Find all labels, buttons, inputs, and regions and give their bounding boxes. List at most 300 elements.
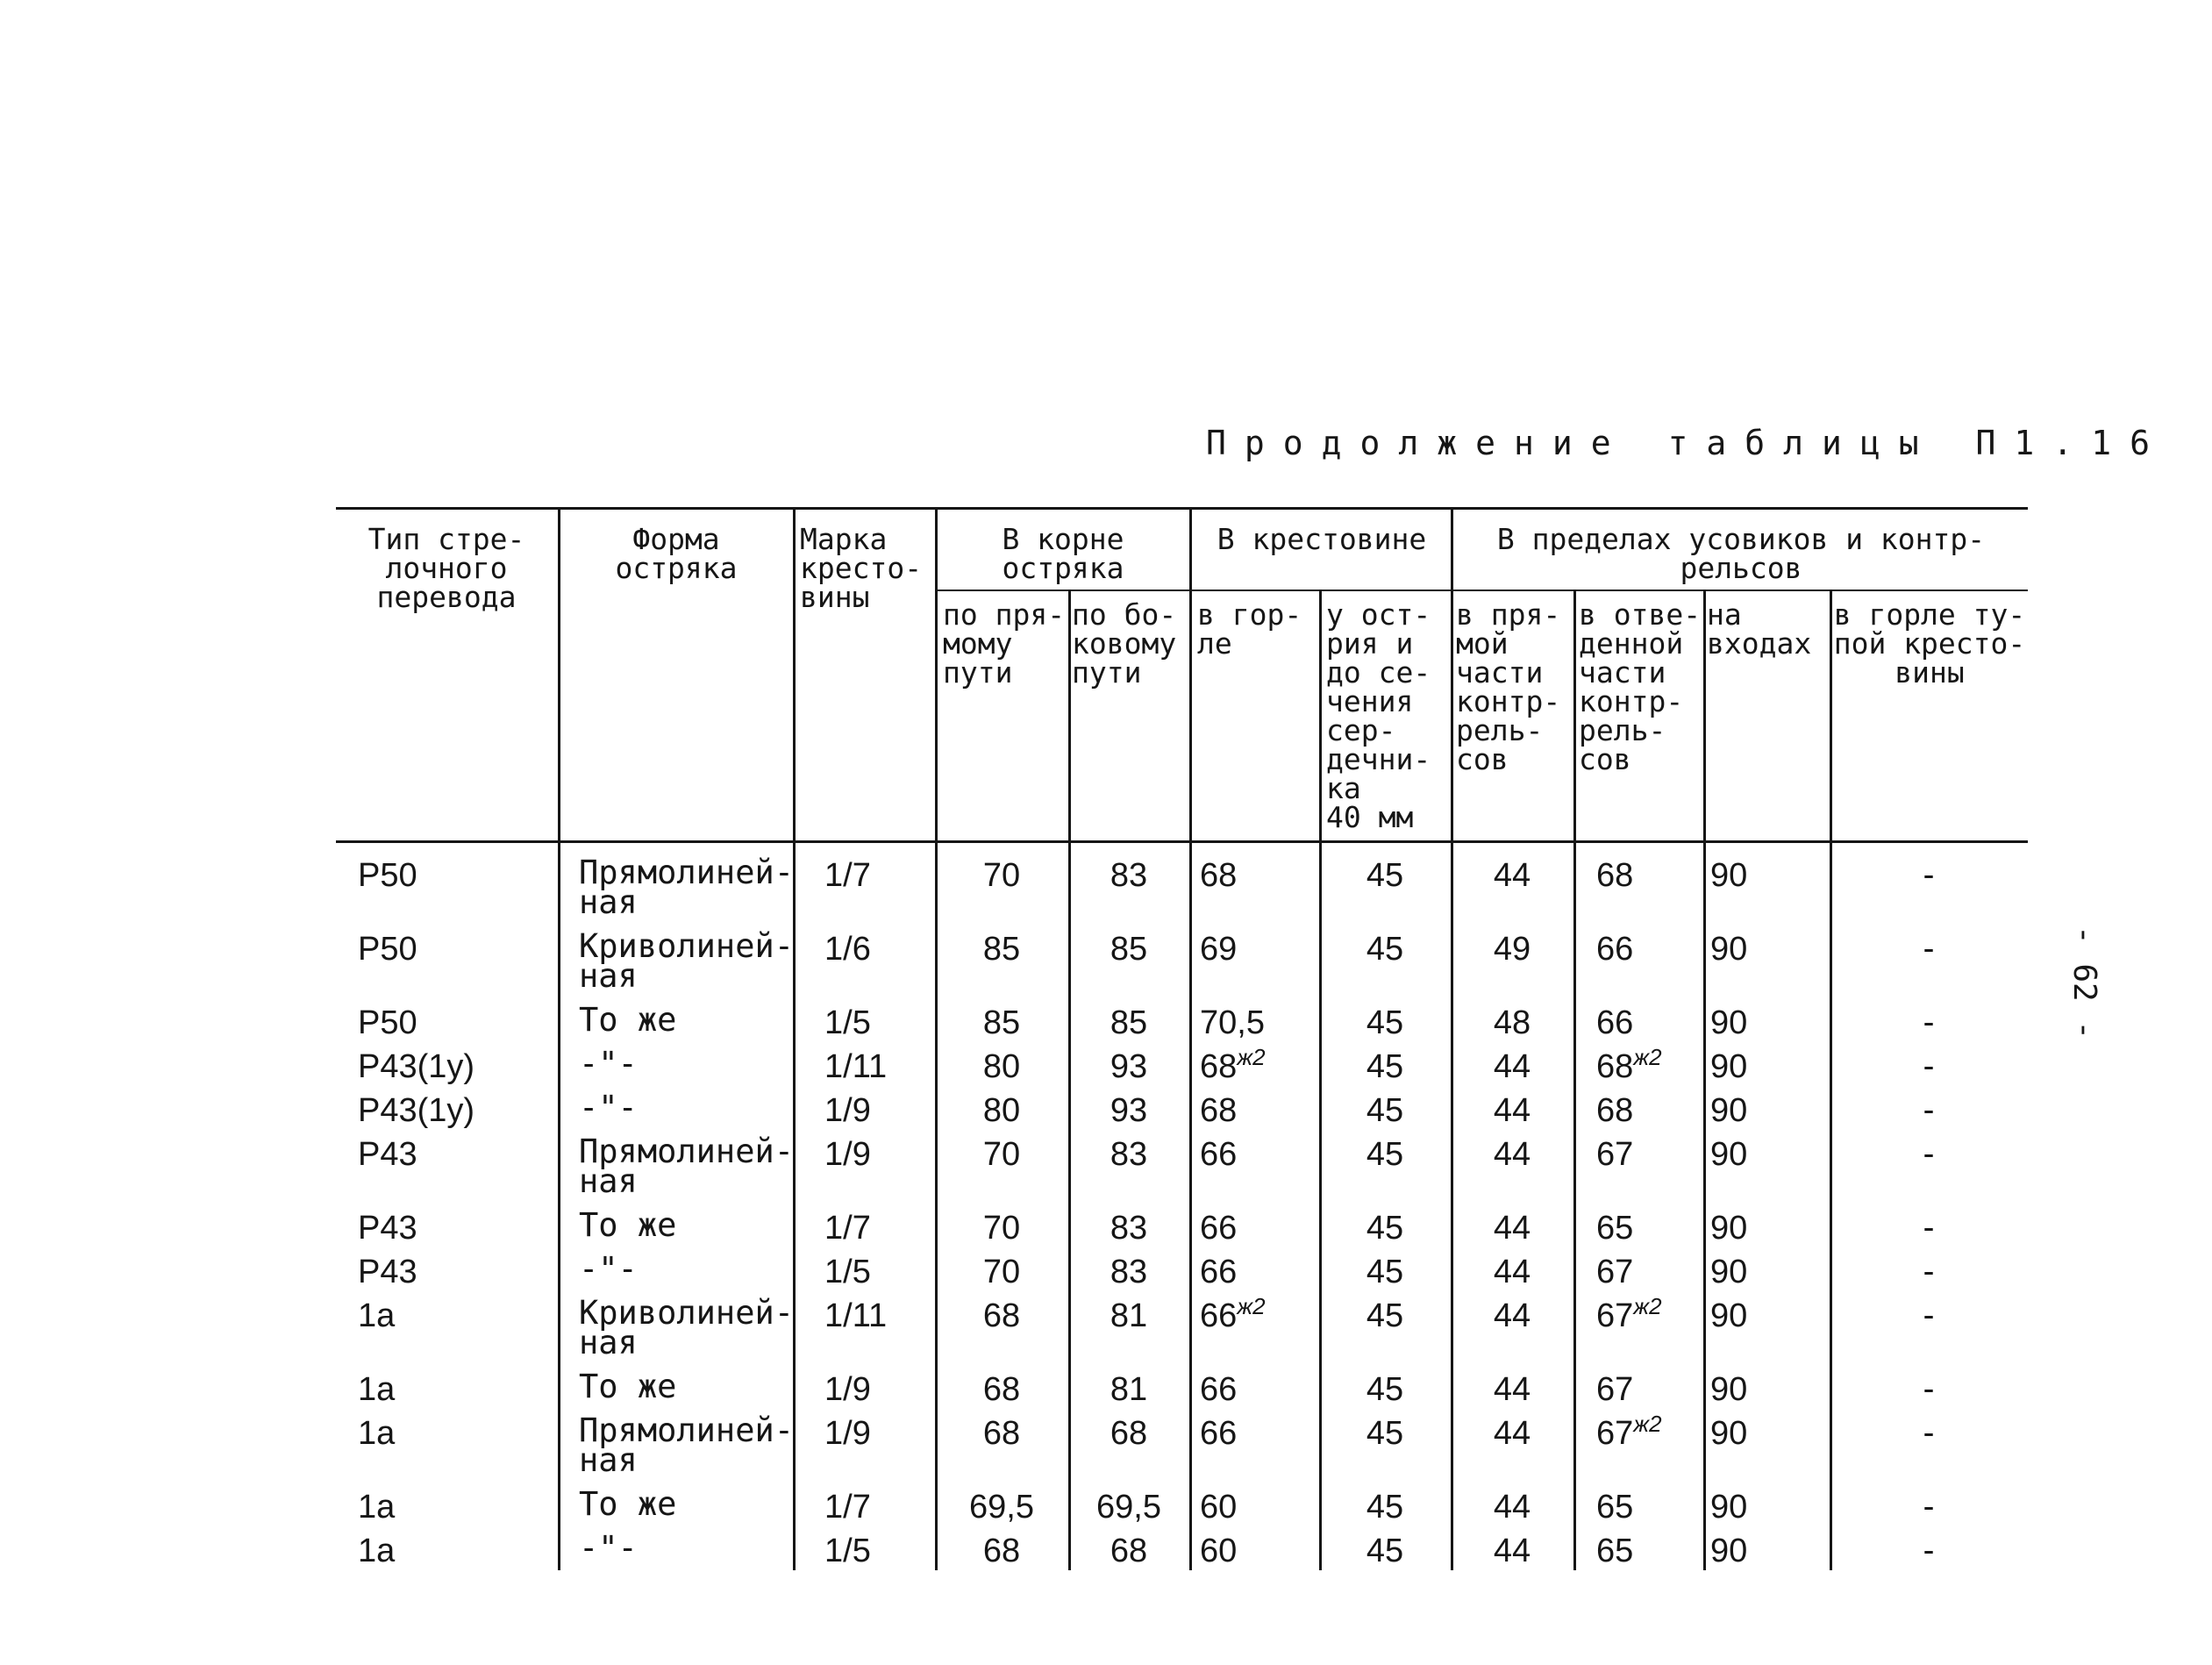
cell-guard-side-value: 66 — [1596, 1004, 1634, 1041]
cell-type-value: 1а — [358, 1489, 396, 1526]
cell-type-value: Р43 — [358, 1136, 417, 1173]
cell-root-straight-value: 80 — [982, 1048, 1021, 1085]
cell-entries — [1710, 1298, 1830, 1333]
cell-form-value: Криволиней- ная — [579, 927, 795, 995]
cell-blunt-value: - — [1918, 1370, 1939, 1408]
cell-root-straight — [935, 1049, 1068, 1084]
table-caption: Продолжение таблицы П1.16 — [1206, 424, 2168, 462]
cell-entries — [1710, 1049, 1830, 1084]
cell-guard-side — [1596, 1254, 1703, 1290]
page-number: - 62 - — [2066, 925, 2102, 1040]
cell-type-value: Р50 — [358, 857, 417, 894]
cell-root-straight — [935, 1533, 1068, 1569]
cell-mark-value: 1/9 — [824, 1092, 871, 1129]
cell-blunt — [1830, 1254, 2028, 1290]
cell-blunt-value: - — [1918, 1414, 1939, 1452]
footnote-mark: ж2 — [1237, 1293, 1266, 1319]
cell-root-side-value: 85 — [1110, 931, 1148, 968]
cell-form-value: Прямолиней- ная — [579, 1411, 795, 1479]
subheader-straight: по пря- мому пути — [943, 597, 1066, 690]
cell-throat-value: 66 — [1200, 1210, 1238, 1247]
cell-entries — [1710, 1372, 1830, 1407]
footnote-mark: ж2 — [1633, 1293, 1662, 1319]
cell-point-value: 45 — [1366, 857, 1404, 894]
cell-form — [579, 1045, 789, 1083]
cell-mark — [824, 1298, 912, 1333]
cell-blunt-value: - — [1918, 1488, 1939, 1526]
cell-form-value: -"- — [579, 1045, 638, 1083]
cell-guard-straight-value: 44 — [1493, 857, 1531, 894]
cell-throat — [1200, 1211, 1319, 1246]
cell-mark — [824, 858, 912, 893]
cell-point — [1319, 1298, 1451, 1333]
cell-entries-value: 90 — [1710, 1297, 1748, 1334]
cell-blunt — [1830, 1416, 2028, 1451]
cell-root-straight — [935, 1005, 1068, 1040]
cell-guard-straight-value: 48 — [1493, 1004, 1531, 1041]
cell-root-side-value: 83 — [1110, 857, 1148, 894]
cell-guard-straight — [1451, 1093, 1573, 1128]
cell-entries-value: 90 — [1710, 1533, 1748, 1569]
cell-form — [579, 1001, 789, 1039]
cell-root-straight — [935, 1137, 1068, 1172]
footnote-mark: ж2 — [1633, 1044, 1662, 1070]
cell-entries-value: 90 — [1710, 1092, 1748, 1129]
header-root: В корне остряка — [1002, 522, 1124, 585]
cell-throat-value: 66 — [1200, 1254, 1238, 1290]
cell-entries-value: 90 — [1710, 1210, 1748, 1247]
cell-guard-straight-value: 44 — [1493, 1210, 1531, 1247]
cell-mark — [824, 1137, 912, 1172]
cell-root-side-value: 81 — [1110, 1297, 1148, 1334]
cell-root-straight — [935, 1490, 1068, 1525]
cell-guard-straight-value: 44 — [1493, 1297, 1531, 1334]
subheader-rule-root — [935, 590, 1189, 591]
cell-point — [1319, 1254, 1451, 1290]
header-mark: Марка кресто- вины — [800, 522, 923, 614]
cell-entries-value: 90 — [1710, 857, 1748, 894]
cell-throat-value: 70,5 — [1200, 1004, 1265, 1041]
cell-blunt-value: - — [1918, 1135, 1939, 1173]
cell-root-side-value: 93 — [1110, 1092, 1148, 1129]
cell-guard-straight-value: 44 — [1493, 1092, 1531, 1129]
cell-guard-side-value: 67 — [1596, 1415, 1634, 1452]
cell-guard-side — [1596, 1293, 1703, 1334]
cell-point-value: 45 — [1366, 1415, 1404, 1452]
cell-type — [358, 1093, 533, 1128]
cell-root-side — [1068, 1372, 1189, 1407]
cell-blunt — [1830, 1005, 2028, 1040]
cell-throat — [1200, 1293, 1319, 1334]
cell-throat — [1200, 1005, 1319, 1040]
cell-guard-side-value: 66 — [1596, 931, 1634, 968]
cell-root-side — [1068, 1049, 1189, 1084]
cell-guard-straight-value: 44 — [1493, 1533, 1531, 1569]
cell-entries — [1710, 1533, 1830, 1569]
cell-form-value: Прямолиней- ная — [579, 854, 795, 921]
cell-point — [1319, 1049, 1451, 1084]
cell-mark-value: 1/9 — [824, 1371, 871, 1408]
cell-root-side — [1068, 1416, 1189, 1451]
cell-mark — [824, 1005, 912, 1040]
cell-guard-side-value: 67 — [1596, 1297, 1634, 1334]
cell-entries-value: 90 — [1710, 1415, 1748, 1452]
cell-root-side-value: 69,5 — [1096, 1489, 1161, 1526]
cell-blunt-value: - — [1918, 1091, 1939, 1129]
cell-entries — [1710, 932, 1830, 967]
cell-guard-side — [1596, 1533, 1703, 1569]
cell-type-value: Р50 — [358, 1004, 417, 1041]
cell-guard-side — [1596, 1411, 1703, 1452]
subheader-side: по бо- ковому пути — [1072, 597, 1177, 690]
cell-mark — [824, 1533, 912, 1569]
cell-root-straight-value: 69,5 — [969, 1489, 1034, 1526]
cell-type — [358, 1490, 533, 1525]
cell-type — [358, 1137, 533, 1172]
cell-blunt — [1830, 1211, 2028, 1246]
cell-root-side-value: 83 — [1110, 1210, 1148, 1247]
cell-form-value: То же — [579, 1206, 677, 1244]
cell-root-straight — [935, 858, 1068, 893]
cell-point — [1319, 1137, 1451, 1172]
cell-root-straight — [935, 1254, 1068, 1290]
cell-type — [358, 858, 533, 893]
cell-blunt — [1830, 858, 2028, 893]
cell-root-side-value: 81 — [1110, 1371, 1148, 1408]
cell-throat-value: 69 — [1200, 931, 1238, 968]
cell-root-straight — [935, 1093, 1068, 1128]
cell-blunt — [1830, 1533, 2028, 1569]
cell-throat — [1200, 1137, 1319, 1172]
cell-type-value: 1а — [358, 1533, 396, 1569]
cell-root-straight-value: 70 — [982, 857, 1021, 894]
cell-point-value: 45 — [1366, 1136, 1404, 1173]
cell-guard-side-value: 68 — [1596, 857, 1634, 894]
cell-root-side — [1068, 1254, 1189, 1290]
cell-entries-value: 90 — [1710, 1136, 1748, 1173]
cell-throat-value: 66 — [1200, 1136, 1238, 1173]
cell-entries — [1710, 1211, 1830, 1246]
cell-throat — [1200, 1044, 1319, 1085]
cell-guard-straight — [1451, 1298, 1573, 1333]
cell-mark-value: 1/5 — [824, 1004, 871, 1041]
cell-form-value: Криволиней- ная — [579, 1294, 795, 1361]
cell-form-value: -"- — [579, 1089, 638, 1126]
header-guard: В пределах усовиков и контр- рельсов — [1496, 522, 1986, 585]
cell-throat — [1200, 1372, 1319, 1407]
cell-guard-straight — [1451, 1254, 1573, 1290]
cell-point-value: 45 — [1366, 1371, 1404, 1408]
cell-point — [1319, 1490, 1451, 1525]
cell-root-straight-value: 80 — [982, 1092, 1021, 1129]
cell-guard-straight — [1451, 932, 1573, 967]
cell-entries — [1710, 1490, 1830, 1525]
cell-mark — [824, 932, 912, 967]
subheader-point: у ост- рия и до се- чения сер- дечни- ка 40 мм — [1326, 597, 1431, 834]
cell-entries-value: 90 — [1710, 1489, 1748, 1526]
cell-guard-side-value: 65 — [1596, 1489, 1634, 1526]
cell-mark — [824, 1211, 912, 1246]
cell-guard-straight-value: 44 — [1493, 1489, 1531, 1526]
cell-guard-straight — [1451, 1005, 1573, 1040]
cell-root-side-value: 83 — [1110, 1136, 1148, 1173]
cell-blunt — [1830, 1372, 2028, 1407]
cell-blunt-value: - — [1918, 1532, 1939, 1569]
cell-throat-value: 60 — [1200, 1489, 1238, 1526]
cell-guard-side-value: 65 — [1596, 1533, 1634, 1569]
cell-entries — [1710, 1137, 1830, 1172]
cell-throat — [1200, 1254, 1319, 1290]
cell-mark — [824, 1049, 912, 1084]
cell-point-value: 45 — [1366, 1092, 1404, 1129]
cell-guard-side-value: 67 — [1596, 1136, 1634, 1173]
cell-root-straight — [935, 1211, 1068, 1246]
cell-root-straight-value: 68 — [982, 1533, 1021, 1569]
cell-entries-value: 90 — [1710, 1004, 1748, 1041]
cell-root-side — [1068, 1298, 1189, 1333]
cell-guard-side-value: 67 — [1596, 1254, 1634, 1290]
cell-mark-value: 1/5 — [824, 1533, 871, 1569]
cell-entries-value: 90 — [1710, 1254, 1748, 1290]
cell-form-value: -"- — [579, 1529, 638, 1567]
cell-blunt — [1830, 932, 2028, 967]
cell-guard-straight — [1451, 1490, 1573, 1525]
subheader-rule-guard — [1451, 590, 2028, 591]
cell-throat-value: 66 — [1200, 1415, 1238, 1452]
cell-form — [579, 1411, 795, 1479]
cell-guard-side — [1596, 1005, 1703, 1040]
cell-guard-side-value: 65 — [1596, 1210, 1634, 1247]
cell-root-side — [1068, 858, 1189, 893]
cell-mark-value: 1/9 — [824, 1415, 871, 1452]
cell-throat — [1200, 1533, 1319, 1569]
cell-point-value: 45 — [1366, 1297, 1404, 1334]
header-crossing: В крестовине — [1217, 522, 1427, 556]
cell-type-value: Р50 — [358, 931, 417, 968]
cell-form-value: Прямолиней- ная — [579, 1133, 795, 1200]
cell-entries — [1710, 1093, 1830, 1128]
cell-guard-straight — [1451, 1372, 1573, 1407]
cell-form-value: -"- — [579, 1250, 638, 1288]
cell-guard-straight — [1451, 858, 1573, 893]
cell-form — [579, 1529, 789, 1567]
cell-entries — [1710, 1005, 1830, 1040]
cell-point — [1319, 1416, 1451, 1451]
cell-throat-value: 68 — [1200, 1092, 1238, 1129]
cell-mark-value: 1/7 — [824, 1210, 871, 1247]
cell-root-side-value: 68 — [1110, 1415, 1148, 1452]
cell-root-side — [1068, 1137, 1189, 1172]
cell-type-value: 1а — [358, 1371, 396, 1408]
cell-root-side — [1068, 1490, 1189, 1525]
cell-point — [1319, 1005, 1451, 1040]
cell-form — [579, 1250, 789, 1288]
cell-type — [358, 1049, 533, 1084]
cell-type — [358, 1298, 533, 1333]
cell-root-straight-value: 70 — [982, 1210, 1021, 1247]
cell-form — [579, 927, 795, 995]
cell-type-value: 1а — [358, 1415, 396, 1452]
cell-form — [579, 1485, 789, 1523]
cell-root-straight-value: 85 — [982, 1004, 1021, 1041]
cell-blunt-value: - — [1918, 856, 1939, 894]
cell-root-straight — [935, 1298, 1068, 1333]
cell-root-side — [1068, 1093, 1189, 1128]
cell-guard-side — [1596, 1490, 1703, 1525]
cell-type — [358, 1533, 533, 1569]
column-rule-5 — [1189, 509, 1192, 1570]
column-rule-1 — [558, 509, 560, 1570]
cell-root-side-value: 85 — [1110, 1004, 1148, 1041]
cell-throat-value: 68 — [1200, 857, 1238, 894]
cell-root-side-value: 68 — [1110, 1533, 1148, 1569]
cell-point-value: 45 — [1366, 931, 1404, 968]
cell-throat — [1200, 858, 1319, 893]
cell-root-straight — [935, 1372, 1068, 1407]
cell-root-side-value: 83 — [1110, 1254, 1148, 1290]
cell-root-side — [1068, 1211, 1189, 1246]
cell-mark — [824, 1416, 912, 1451]
cell-root-straight — [935, 932, 1068, 967]
cell-form — [579, 1368, 789, 1405]
cell-form-value: То же — [579, 1001, 677, 1039]
cell-type-value: Р43 — [358, 1210, 417, 1247]
cell-mark-value: 1/11 — [824, 1048, 888, 1085]
cell-entries-value: 90 — [1710, 1371, 1748, 1408]
cell-guard-side-value: 67 — [1596, 1371, 1634, 1408]
cell-blunt-value: - — [1918, 1253, 1939, 1290]
cell-guard-straight — [1451, 1049, 1573, 1084]
header-form: Форма остряка — [615, 522, 738, 585]
cell-guard-straight-value: 44 — [1493, 1415, 1531, 1452]
cell-guard-side — [1596, 858, 1703, 893]
cell-root-side — [1068, 1005, 1189, 1040]
cell-blunt — [1830, 1137, 2028, 1172]
cell-root-straight-value: 68 — [982, 1371, 1021, 1408]
cell-mark-value: 1/7 — [824, 1489, 871, 1526]
cell-entries-value: 90 — [1710, 1048, 1748, 1085]
subheader-guard-straight: в пря- мой части контр- рель- сов — [1456, 597, 1561, 776]
cell-point — [1319, 1372, 1451, 1407]
cell-mark — [824, 1254, 912, 1290]
cell-point — [1319, 858, 1451, 893]
cell-entries-value: 90 — [1710, 931, 1748, 968]
cell-blunt-value: - — [1918, 930, 1939, 968]
cell-type-value: Р43(1у) — [358, 1048, 475, 1085]
table-top-rule — [336, 507, 2028, 510]
cell-form — [579, 1206, 789, 1244]
cell-root-straight-value: 68 — [982, 1415, 1021, 1452]
cell-form — [579, 1294, 795, 1361]
cell-blunt-value: - — [1918, 1209, 1939, 1247]
cell-form — [579, 1089, 789, 1126]
cell-guard-side — [1596, 1372, 1703, 1407]
cell-mark — [824, 1372, 912, 1407]
cell-root-straight-value: 68 — [982, 1297, 1021, 1334]
column-rule-9 — [1703, 590, 1706, 1570]
cell-type — [358, 1416, 533, 1451]
subheader-guard-side: в отве- денной части контр- рель- сов — [1579, 597, 1702, 776]
cell-mark-value: 1/11 — [824, 1297, 888, 1334]
cell-blunt-value: - — [1918, 1047, 1939, 1085]
cell-blunt-value: - — [1918, 1297, 1939, 1334]
cell-throat — [1200, 1416, 1319, 1451]
cell-mark — [824, 1093, 912, 1128]
cell-guard-side — [1596, 1093, 1703, 1128]
cell-point-value: 45 — [1366, 1533, 1404, 1569]
cell-guard-straight — [1451, 1533, 1573, 1569]
cell-point-value: 45 — [1366, 1004, 1404, 1041]
cell-guard-side-value: 68 — [1596, 1048, 1634, 1085]
cell-guard-straight — [1451, 1211, 1573, 1246]
cell-point-value: 45 — [1366, 1048, 1404, 1085]
cell-blunt-value: - — [1918, 1004, 1939, 1041]
cell-point-value: 45 — [1366, 1254, 1404, 1290]
cell-form — [579, 1133, 795, 1200]
cell-point — [1319, 1211, 1451, 1246]
cell-point — [1319, 1533, 1451, 1569]
footnote-mark: ж2 — [1633, 1411, 1662, 1437]
cell-type-value: Р43(1у) — [358, 1092, 475, 1129]
cell-type — [358, 1211, 533, 1246]
cell-root-straight-value: 85 — [982, 931, 1021, 968]
cell-mark-value: 1/5 — [824, 1254, 871, 1290]
cell-mark-value: 1/6 — [824, 931, 871, 968]
cell-throat-value: 66 — [1200, 1371, 1238, 1408]
cell-type-value: 1а — [358, 1297, 396, 1334]
cell-throat-value: 66 — [1200, 1297, 1238, 1334]
cell-type — [358, 1005, 533, 1040]
subheader-blunt: в горле ту- пой кресто- вины — [1833, 597, 2026, 690]
cell-guard-side-value: 68 — [1596, 1092, 1634, 1129]
cell-form-value: То же — [579, 1485, 677, 1523]
cell-root-side — [1068, 932, 1189, 967]
cell-mark — [824, 1490, 912, 1525]
cell-form-value: То же — [579, 1368, 677, 1405]
cell-guard-straight-value: 44 — [1493, 1371, 1531, 1408]
cell-root-straight-value: 70 — [982, 1136, 1021, 1173]
cell-throat-value: 68 — [1200, 1048, 1238, 1085]
cell-form — [579, 854, 795, 921]
cell-mark-value: 1/9 — [824, 1136, 871, 1173]
cell-guard-side — [1596, 1211, 1703, 1246]
cell-guard-straight-value: 44 — [1493, 1136, 1531, 1173]
cell-entries — [1710, 1254, 1830, 1290]
header-type: Тип стре- лочного перевода — [367, 522, 525, 614]
cell-guard-side — [1596, 1137, 1703, 1172]
cell-throat — [1200, 932, 1319, 967]
cell-point — [1319, 1093, 1451, 1128]
cell-throat — [1200, 1490, 1319, 1525]
cell-root-straight — [935, 1416, 1068, 1451]
cell-guard-straight — [1451, 1416, 1573, 1451]
cell-root-side — [1068, 1533, 1189, 1569]
footnote-mark: ж2 — [1237, 1044, 1266, 1070]
subheader-throat: в гор- ле — [1197, 597, 1302, 661]
cell-entries — [1710, 1416, 1830, 1451]
cell-type — [358, 932, 533, 967]
cell-guard-side — [1596, 1044, 1703, 1085]
cell-entries — [1710, 858, 1830, 893]
cell-guard-straight — [1451, 1137, 1573, 1172]
cell-throat-value: 60 — [1200, 1533, 1238, 1569]
cell-point-value: 45 — [1366, 1210, 1404, 1247]
cell-blunt — [1830, 1049, 2028, 1084]
cell-blunt — [1830, 1093, 2028, 1128]
cell-type — [358, 1372, 533, 1407]
cell-guard-side — [1596, 932, 1703, 967]
cell-blunt — [1830, 1298, 2028, 1333]
